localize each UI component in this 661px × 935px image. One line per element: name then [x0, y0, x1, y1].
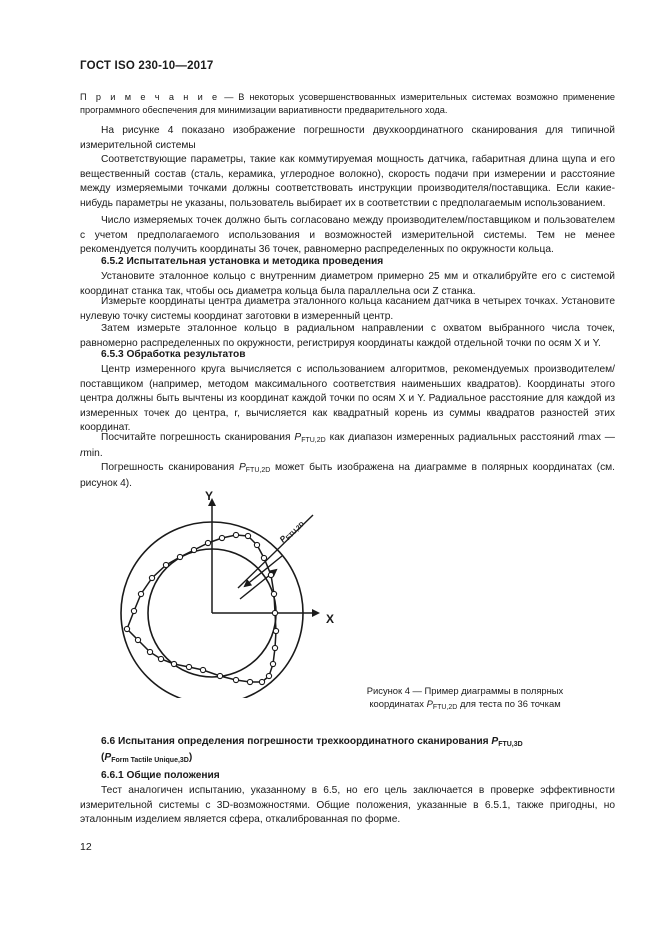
- measured-point: [135, 637, 140, 642]
- measured-point: [147, 649, 152, 654]
- paragraph-parameters: Соответствующие параметры, такие как коммутируемая мощность датчика, габаритная длина щупа и его вещественный состав (сталь, керамика, углеродное волокно), скорость подачи при измерении и расстояние между измеряемыми точками должны соответствовать инструкции производителя/поставщика. Если какие-нибудь параметры не указаны, пользователь выбирает их в соответствии с предполагаемым использованием.: [80, 154, 615, 209]
- measured-point: [268, 572, 273, 577]
- measured-point: [254, 542, 259, 547]
- measured-point: [191, 547, 196, 552]
- paragraph-error-range: Посчитайте погрешность сканирования PFTU,2D как диапазон измеренных радиальных расстояний rmax — rmin.: [80, 432, 615, 459]
- section-heading-6-5-3: 6.5.3 Обработка результатов: [101, 349, 246, 360]
- measured-point: [247, 679, 252, 684]
- measured-point: [219, 535, 224, 540]
- measured-point: [233, 532, 238, 537]
- note-paragraph: [80, 91, 615, 117]
- measured-point: [245, 533, 250, 538]
- paragraph-ring-setup: Установите эталонное кольцо с внутренним диаметром примерно 25 мм и откалибруйте его с системой координат станка так, чтобы ось диаметра кольца была параллельна оси Z станка.: [80, 271, 615, 297]
- measured-point: [272, 645, 277, 650]
- measured-point: [200, 667, 205, 672]
- measured-profile-curve: [127, 535, 276, 682]
- paragraph-3d-general: Тест аналогичен испытанию, указанному в 6.5, но его цель заключается в проверке эффективности измерительной системы с 3D-возможностями. Общие положения, указанные в 6.5.1, также пригодны, но эталонным изделием является сфера, откалиброванная по форме.: [80, 785, 615, 826]
- measured-point: [171, 661, 176, 666]
- section-heading-6-6-1: 6.6.1 Общие положения: [101, 770, 220, 781]
- measured-point: [233, 677, 238, 682]
- measured-point: [271, 591, 276, 596]
- page-number: 12: [80, 841, 92, 853]
- measured-point: [158, 656, 163, 661]
- paragraph-fig4-intro: На рисунке 4 показано изображение погрешности двухкоординатного сканирования для типичной измерительной системы: [80, 125, 615, 151]
- measured-point: [186, 664, 191, 669]
- measured-point: [205, 540, 210, 545]
- y-axis-label: Y: [205, 489, 214, 503]
- measured-point: [266, 673, 271, 678]
- diagonal-ftu-label: $P_{FTU,2D}$: [277, 520, 306, 545]
- paragraph-points-count: Число измеряемых точек должно быть согласовано между производителем/поставщиком и пользователем с учетом предполагаемого использования и возможностей измерительной системы. Тем не менее рекомендуется получить координаты 36 точек, равномерно распределенных по окружности кольца.: [80, 215, 615, 256]
- note-prefix: П р и м е ч а н и е: [80, 92, 220, 102]
- measured-point: [259, 679, 264, 684]
- note-text: — В некоторых усовершенствованных измерительных системах возможно применение программного обеспечения для минимизации вариативности предварительного хода.: [80, 92, 615, 115]
- measured-point: [163, 562, 168, 567]
- measured-point: [138, 591, 143, 596]
- paragraph-polar-diagram: Погрешность сканирования PFTU,2D может быть изображена на диаграмме в полярных координатах (см. рисунок 4).: [80, 462, 615, 489]
- section-heading-6-6: 6.6 Испытания определения погрешности трехкоординатного сканирования PFTU,3D (PForm Tactile Unique,3D): [101, 736, 523, 764]
- measured-point: [272, 610, 277, 615]
- measured-point: [217, 673, 222, 678]
- measured-point: [149, 575, 154, 580]
- measured-point: [270, 661, 275, 666]
- measured-point: [131, 608, 136, 613]
- measured-point: [273, 628, 278, 633]
- polar-diagram: [110, 488, 350, 698]
- measured-point: [177, 554, 182, 559]
- paragraph-center-measure: Измерьте координаты центра диаметра эталонного кольца касанием датчика в четырех точках. Установите нулевую точку системы координат заготовки в измеренный центр.: [80, 296, 615, 322]
- paragraph-radial-measure: Затем измерьте эталонное кольцо в радиальном направлении с охватом выбранного числа точек, равномерно распределенных по окружности, регистрируя координаты каждой отдельной точки по осям X и Y.: [80, 323, 615, 349]
- measured-point: [124, 626, 129, 631]
- paragraph-center-calc: Центр измеренного круга вычисляется с использованием алгоритмов, рекомендуемых производителем/поставщиком (например, методом максимального соответствия наименьших квадратов). Координаты этого центра должны быть вычтены из координат каждой точки по осям X и Y. Радиальное расстояние для каждой из измеренных точек до центра, r, вычисляется как квадратный корень из суммы квадратов разностей этих координат.: [80, 364, 615, 434]
- document-header: ГОСТ ISO 230-10—2017: [80, 60, 214, 72]
- section-heading-6-5-2: 6.5.2 Испытательная установка и методика проведения: [101, 256, 384, 267]
- measured-point: [261, 555, 266, 560]
- x-axis-label: X: [326, 612, 335, 626]
- figure-caption: Рисунок 4 — Пример диаграммы в полярных координатах $P_{FTU,2D}$ для теста по 36 точкам: [366, 685, 564, 711]
